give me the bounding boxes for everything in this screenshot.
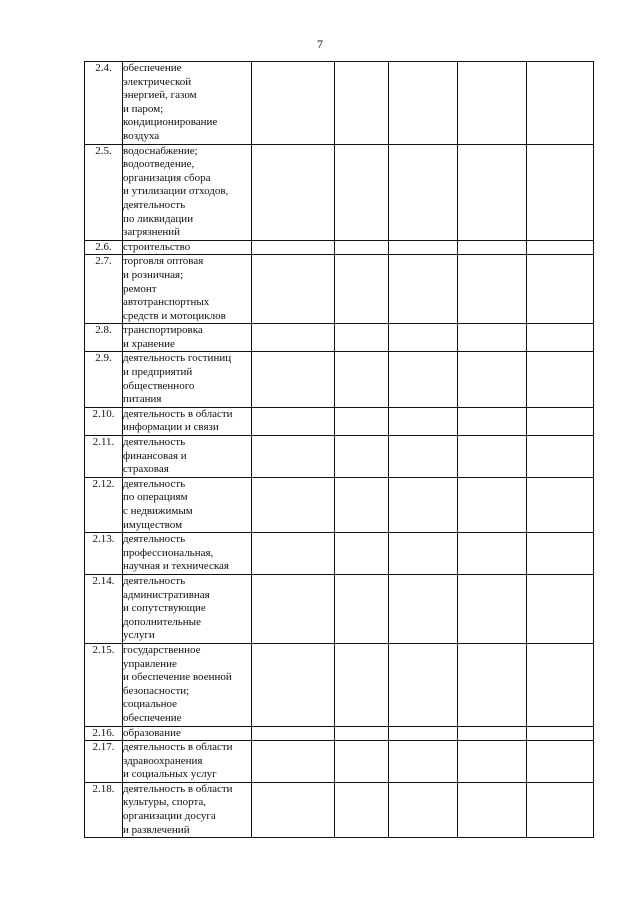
empty-cell <box>252 407 335 435</box>
empty-cell <box>389 782 458 837</box>
row-number: 2.16. <box>85 726 123 741</box>
empty-cell <box>252 533 335 575</box>
row-number: 2.12. <box>85 477 123 532</box>
empty-cell <box>458 643 527 726</box>
empty-cell <box>527 574 594 643</box>
empty-cell <box>252 144 335 240</box>
empty-cell <box>458 477 527 532</box>
empty-cell <box>252 324 335 352</box>
activity-name: деятельность административная и сопутствующие дополнительные услуги <box>123 574 252 643</box>
empty-cell <box>458 741 527 783</box>
empty-cell <box>527 62 594 145</box>
empty-cell <box>335 240 389 255</box>
table-row <box>85 477 594 532</box>
row-number: 2.9. <box>85 352 123 407</box>
empty-cell <box>335 436 389 478</box>
empty-cell <box>527 352 594 407</box>
empty-cell <box>458 533 527 575</box>
empty-cell <box>252 782 335 837</box>
row-number: 2.14. <box>85 574 123 643</box>
empty-cell <box>335 62 389 145</box>
empty-cell <box>335 643 389 726</box>
activity-name: деятельность профессиональная, научная и техническая <box>123 533 252 575</box>
table-row <box>85 240 594 255</box>
empty-cell <box>389 62 458 145</box>
empty-cell <box>458 240 527 255</box>
activity-name: транспортировка и хранение <box>123 324 252 352</box>
empty-cell <box>335 352 389 407</box>
row-number: 2.5. <box>85 144 123 240</box>
page-number: 7 <box>317 37 323 51</box>
empty-cell <box>389 643 458 726</box>
empty-cell <box>389 255 458 324</box>
empty-cell <box>458 436 527 478</box>
empty-cell <box>527 436 594 478</box>
empty-cell <box>527 533 594 575</box>
empty-cell <box>389 407 458 435</box>
table-body <box>85 62 594 838</box>
empty-cell <box>458 726 527 741</box>
empty-cell <box>458 407 527 435</box>
activity-name: торговля оптовая и розничная; ремонт автотранспортных средств и мотоциклов <box>123 255 252 324</box>
empty-cell <box>335 741 389 783</box>
empty-cell <box>527 255 594 324</box>
table-row <box>85 533 594 575</box>
activity-name: обеспечение электрической энергией, газом и паром; кондиционирование воздуха <box>123 62 252 145</box>
empty-cell <box>335 255 389 324</box>
empty-cell <box>527 782 594 837</box>
empty-cell <box>335 533 389 575</box>
table-row <box>85 574 594 643</box>
empty-cell <box>389 436 458 478</box>
table-row <box>85 726 594 741</box>
activity-name: деятельность в области здравоохранения и социальных услуг <box>123 741 252 783</box>
empty-cell <box>458 255 527 324</box>
empty-cell <box>527 741 594 783</box>
empty-cell <box>389 240 458 255</box>
activity-name: деятельность в области информации и связи <box>123 407 252 435</box>
table-row <box>85 782 594 837</box>
empty-cell <box>335 407 389 435</box>
empty-cell <box>458 144 527 240</box>
empty-cell <box>335 477 389 532</box>
activity-name: деятельность финансовая и страховая <box>123 436 252 478</box>
empty-cell <box>527 407 594 435</box>
empty-cell <box>458 62 527 145</box>
row-number: 2.11. <box>85 436 123 478</box>
row-number: 2.10. <box>85 407 123 435</box>
empty-cell <box>252 477 335 532</box>
empty-cell <box>252 741 335 783</box>
activity-name: строительство <box>123 240 252 255</box>
empty-cell <box>335 782 389 837</box>
empty-cell <box>389 741 458 783</box>
empty-cell <box>252 726 335 741</box>
table-row <box>85 643 594 726</box>
row-number: 2.8. <box>85 324 123 352</box>
empty-cell <box>527 324 594 352</box>
empty-cell <box>389 352 458 407</box>
empty-cell <box>527 240 594 255</box>
row-number: 2.18. <box>85 782 123 837</box>
table-row <box>85 255 594 324</box>
activity-name: деятельность по операциям с недвижимым имуществом <box>123 477 252 532</box>
row-number: 2.7. <box>85 255 123 324</box>
empty-cell <box>389 574 458 643</box>
empty-cell <box>252 352 335 407</box>
empty-cell <box>458 352 527 407</box>
table-row <box>85 741 594 783</box>
empty-cell <box>389 324 458 352</box>
empty-cell <box>389 477 458 532</box>
empty-cell <box>458 574 527 643</box>
empty-cell <box>527 726 594 741</box>
empty-cell <box>389 144 458 240</box>
row-number: 2.4. <box>85 62 123 145</box>
empty-cell <box>527 144 594 240</box>
activity-table <box>84 61 594 838</box>
row-number: 2.15. <box>85 643 123 726</box>
row-number: 2.17. <box>85 741 123 783</box>
activity-name: образование <box>123 726 252 741</box>
empty-cell <box>458 324 527 352</box>
empty-cell <box>335 144 389 240</box>
empty-cell <box>527 643 594 726</box>
empty-cell <box>252 240 335 255</box>
empty-cell <box>252 62 335 145</box>
table-row <box>85 436 594 478</box>
empty-cell <box>252 255 335 324</box>
empty-cell <box>335 574 389 643</box>
activity-name: водоснабжение; водоотведение, организация сбора и утилизации отходов, деятельность по ликвидации загрязнений <box>123 144 252 240</box>
empty-cell <box>252 574 335 643</box>
empty-cell <box>527 477 594 532</box>
table-row <box>85 407 594 435</box>
empty-cell <box>389 533 458 575</box>
row-number: 2.6. <box>85 240 123 255</box>
empty-cell <box>335 726 389 741</box>
table-row <box>85 144 594 240</box>
activity-name: государственное управление и обеспечение военной безопасности; социальное обеспечение <box>123 643 252 726</box>
table-row <box>85 352 594 407</box>
empty-cell <box>252 436 335 478</box>
empty-cell <box>252 643 335 726</box>
table-row <box>85 62 594 145</box>
activity-name: деятельность гостиниц и предприятий общественного питания <box>123 352 252 407</box>
empty-cell <box>389 726 458 741</box>
table-row <box>85 324 594 352</box>
activity-name: деятельность в области культуры, спорта, организации досуга и развлечений <box>123 782 252 837</box>
row-number: 2.13. <box>85 533 123 575</box>
empty-cell <box>335 324 389 352</box>
empty-cell <box>458 782 527 837</box>
